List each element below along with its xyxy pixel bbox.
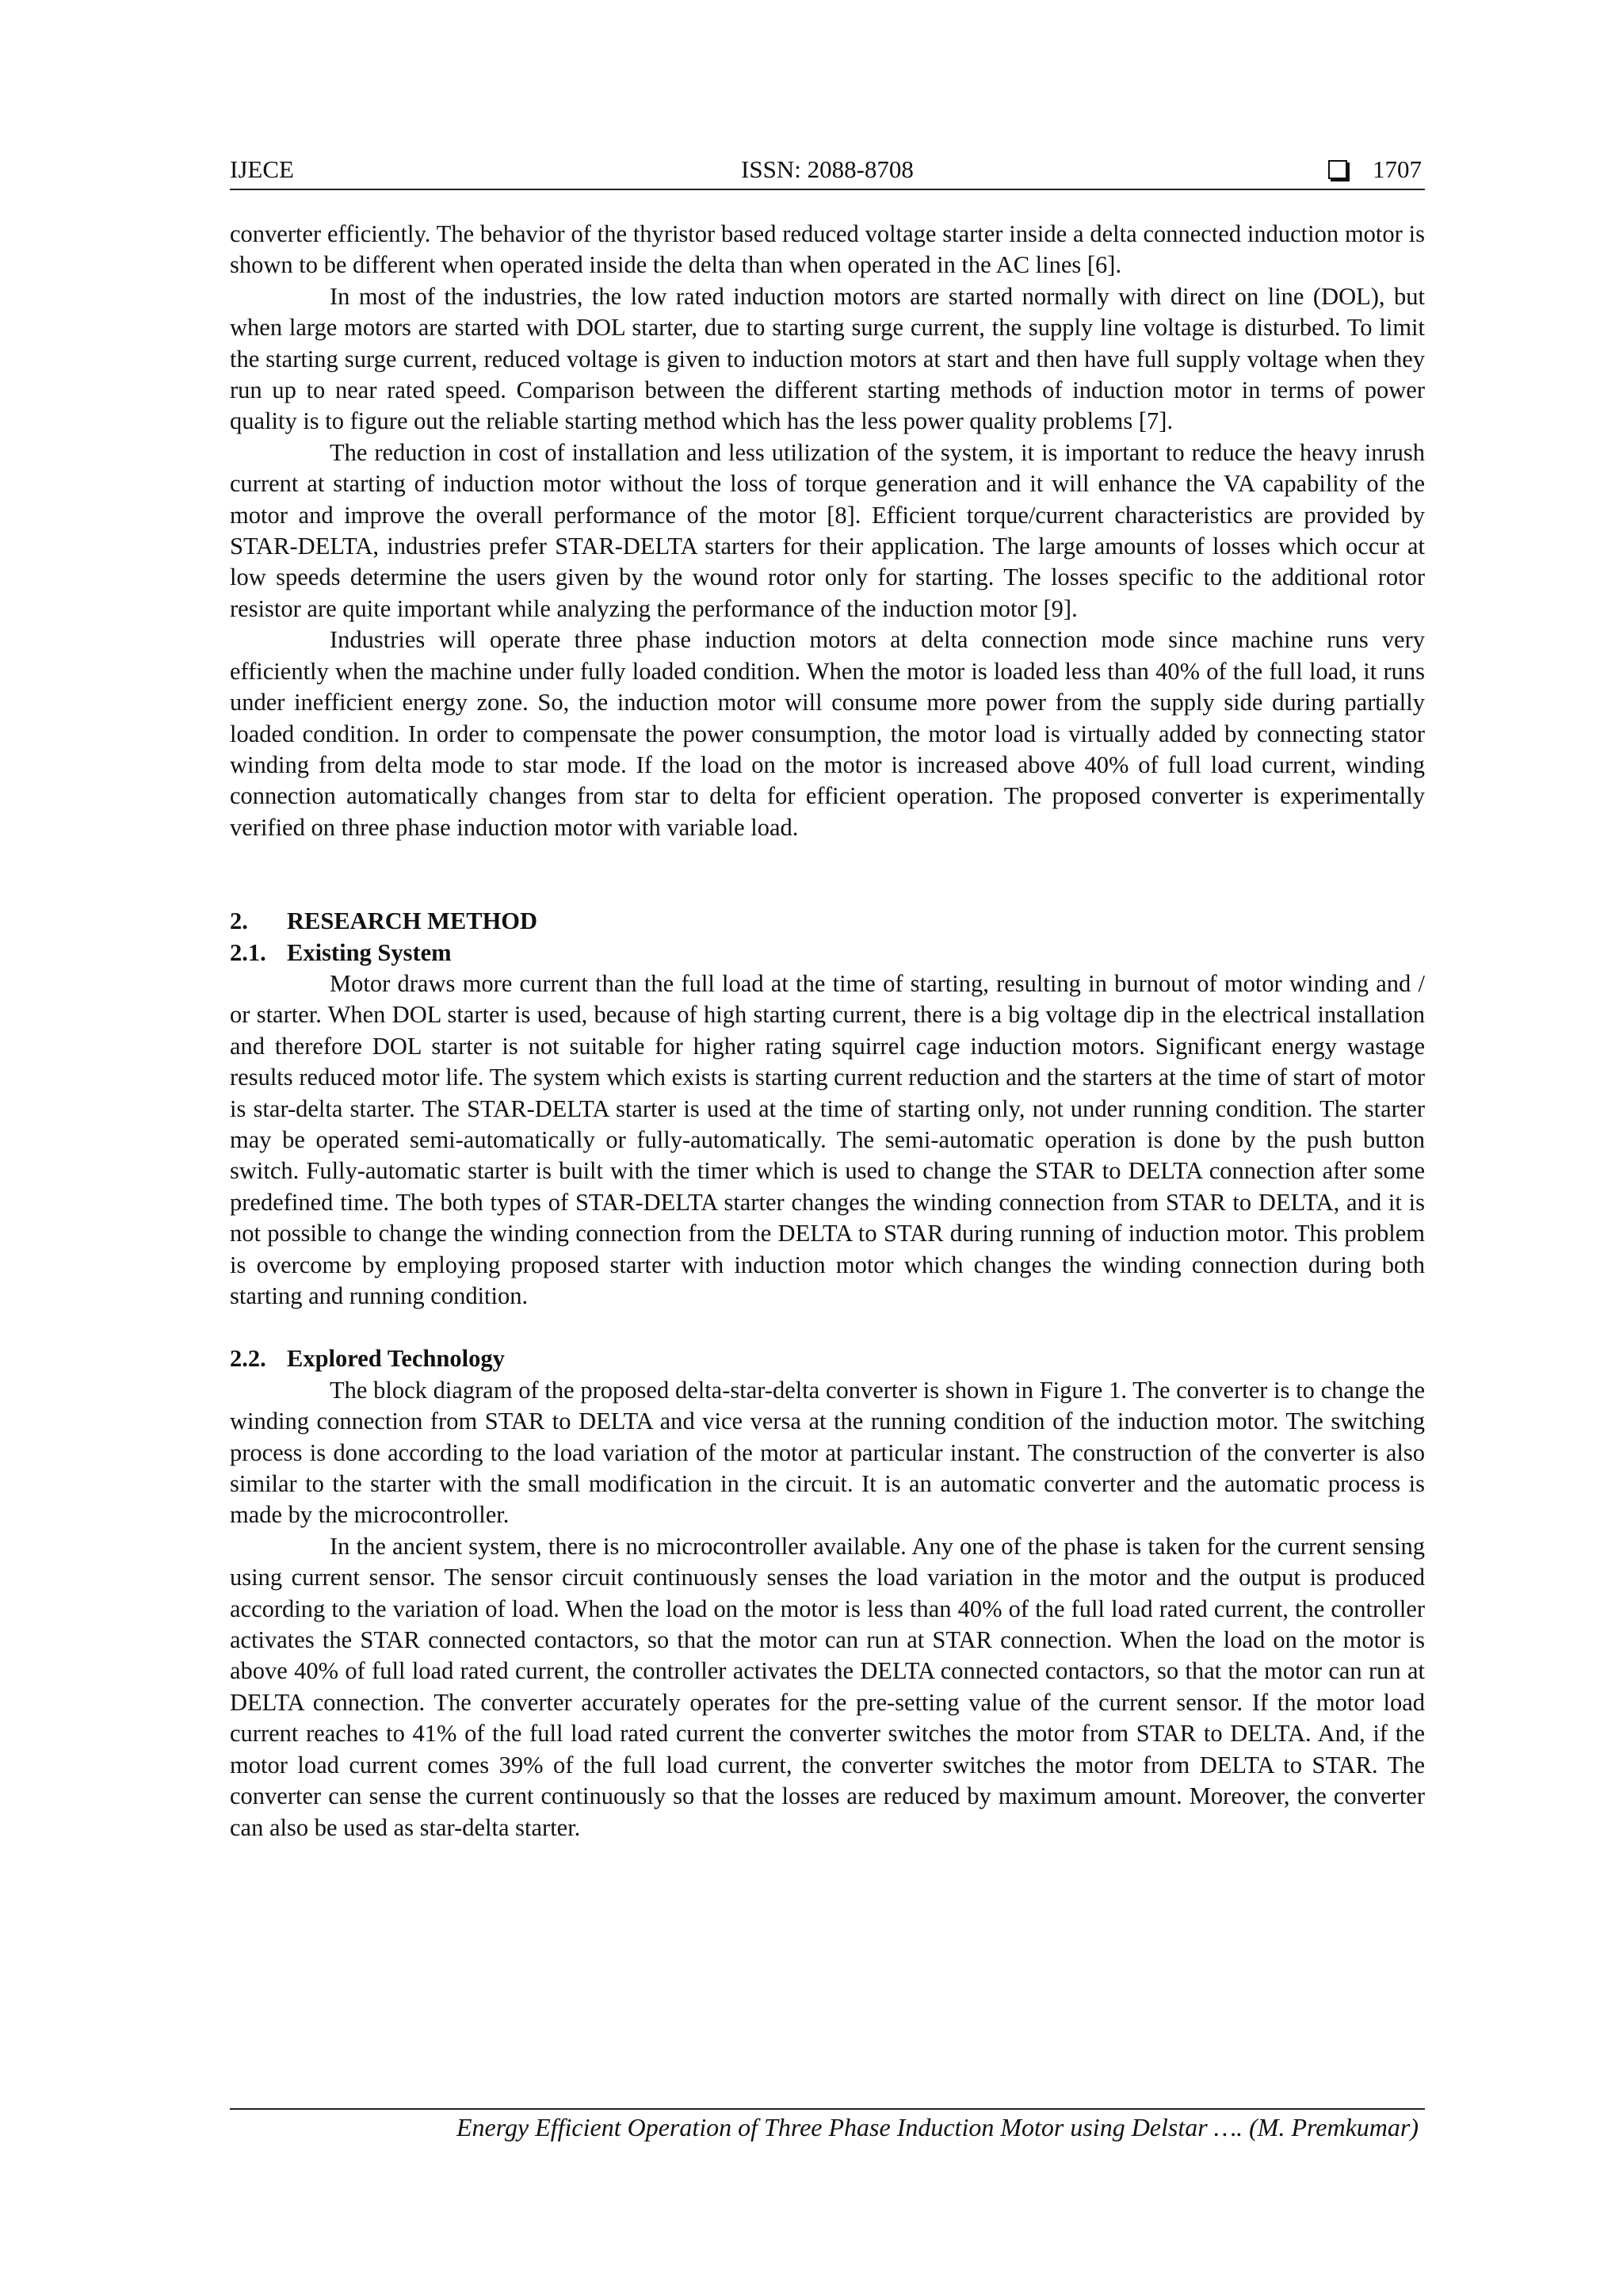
subsection-heading	[230, 1343, 1425, 1374]
subsection-title: Explored Technology	[287, 1345, 505, 1373]
subsection-title: Existing System	[287, 938, 452, 966]
page-number: 1707	[1373, 155, 1422, 183]
subsection-heading	[230, 938, 1425, 968]
spacer	[230, 843, 1425, 906]
spacer	[230, 1312, 1425, 1343]
subsection-number: 2.2.	[230, 1345, 266, 1373]
paragraph: In most of the industries, the low rated induction motors are started normally with direct on line (DOL), but when large motors are started with DOL starter, due to starting surge current, the supply line voltage is disturbed. To limit the starting surge current, reduced voltage is given to induction motors at start and then have full supply voltage when they run up to near rated speed. Comparison between the different starting methods of induction motor in terms of power quality is to figure out the reliable starting method which has the less power quality problems [7].	[230, 282, 1425, 435]
paragraph: The reduction in cost of installation and less utilization of the system, it is important to reduce the heavy inrush current at starting of induction motor without the loss of torque generation and it will enhance the VA capability of the motor and improve the overall performance of the motor [8]. Efficient torque/current characteristics are provided by STAR-DELTA, industries prefer STAR-DELTA starters for their application. The large amounts of losses which occur at low speeds determine the users given by the wound rotor only for starting. The losses specific to the additional rotor resistor are quite important while analyzing the performance of the induction motor [9].	[230, 438, 1425, 622]
section-heading	[230, 906, 1425, 937]
paragraph: In the ancient system, there is no microcontroller available. Any one of the phase is taken for the current sensing using current sensor. The sensor circuit continuously senses the load variation in the motor and the output is produced according to the variation of load. When the load on the motor is less than 40% of the full load rated current, the controller activates the STAR connected contactors, so that the motor can run at STAR connection. When the load on the motor is above 40% of full load rated current, the controller activates the DELTA connected contactors, so that the motor can run at DELTA connection. The converter accurately operates for the pre-setting value of the current sensor. If the motor load current reaches to 41% of the full load rated current the converter switches the motor from STAR to DELTA. And, if the motor load current comes 39% of the full load current, the converter switches the motor from DELTA to STAR. The converter can sense the current continuously so that the losses are reduced by maximum amount. Moreover, the converter can also be used as star-delta starter.	[230, 1532, 1425, 1841]
page-body	[230, 219, 1425, 1843]
paragraph: converter efficiently. The behavior of the thyristor based reduced voltage starter inside a delta connected induction motor is shown to be different when operated inside the delta than when operated in the AC lines [6].	[230, 220, 1425, 279]
running-footer: Energy Efficient Operation of Three Phase Induction Motor using Delstar …. (M. Premkumar)	[456, 2113, 1419, 2141]
page-header	[230, 155, 1425, 190]
footer-rule	[230, 2108, 1425, 2110]
paragraph: Motor draws more current than the full load at the time of starting, resulting in burnout of motor winding and / or starter. When DOL starter is used, because of high starting current, there is a big voltage dip in the electrical installation and therefore DOL starter is not suitable for higher rating squirrel cage induction motors. Significant energy wastage results reduced motor life. The system which exists is starting current reduction and the starters at the time of start of motor is star-delta starter. The STAR-DELTA starter is used at the time of starting only, not under running condition. The starter may be operated semi-automatically or fully-automatically. The semi-automatic operation is done by the push button switch. Fully-automatic starter is built with the timer which is used to change the STAR to DELTA connection after some predefined time. The both types of STAR-DELTA starter changes the winding connection from STAR to DELTA, and it is not possible to change the winding connection from the DELTA to STAR during running of induction motor. This problem is overcome by employing proposed starter with induction motor which changes the winding connection during both starting and running condition.	[230, 969, 1425, 1309]
paragraph: The block diagram of the proposed delta-star-delta converter is shown in Figure 1. The converter is to change the winding connection from STAR to DELTA and vice versa at the running condition of the induction motor. The switching process is done according to the load variation of the motor at particular instant. The construction of the converter is also similar to the starter with the small modification in the circuit. It is an automatic converter and the automatic process is made by the microcontroller.	[230, 1376, 1425, 1529]
checkbox-square-icon	[1328, 160, 1347, 179]
paragraph: Industries will operate three phase induction motors at delta connection mode since machine runs very efficiently when the machine under fully loaded condition. When the motor is loaded less than 40% of the full load, it runs under inefficient energy zone. So, the induction motor will consume more power from the supply side during partially loaded condition. In order to compensate the power consumption, the motor load is virtually added by connecting stator winding from delta mode to star mode. If the load on the motor is increased above 40% of full load current, winding connection automatically changes from star to delta for efficient operation. The proposed converter is experimentally verified on three phase induction motor with variable load.	[230, 626, 1425, 841]
section-number: 2.	[230, 907, 248, 935]
section-title: RESEARCH METHOD	[287, 907, 538, 935]
issn: ISSN: 2088-8708	[741, 155, 914, 183]
subsection-number: 2.1.	[230, 938, 266, 966]
journal-name: IJECE	[230, 155, 294, 183]
